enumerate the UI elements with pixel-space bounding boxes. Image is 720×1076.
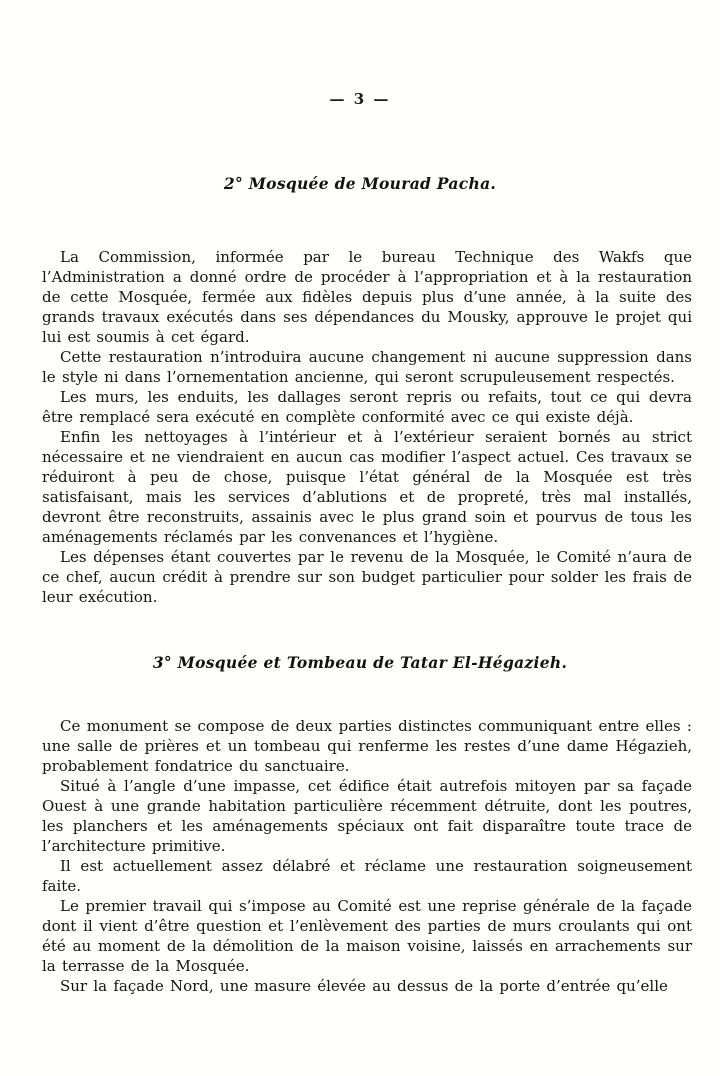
paragraph: Les murs, les enduits, les dallages seront repris ou refaits, tout ce qui devra être remplacé sera exécuté en complète conformité avec ce qui existe déjà.	[42, 388, 692, 426]
paragraph: La Commission, informée par le bureau Technique des Wakfs que l’Administration a donné ordre de procéder à l’appropriation et à la restauration de cette Mosquée, fermée aux fidèles depuis plus d’une année, à la suite des grands travaux exécutés dans ses dépendances du Mousky, approuve le projet qui lui est soumis à cet égard.	[42, 248, 692, 346]
paragraph: Le premier travail qui s’impose au Comité est une reprise générale de la façade dont il vient d’être question et l’enlèvement des parties de murs croulants qui ont été au moment de la démolition de la maison voisine, laissés en arrachements sur la terrasse de la Mosquée.	[42, 897, 692, 975]
paragraph: Ce monument se compose de deux parties distinctes communiquant entre elles : une salle de prières et un tombeau qui renferme les restes d’une dame Hégazieh, probablement fondatrice du sanctuaire.	[42, 717, 692, 775]
paragraph: Sur la façade Nord, une masure élevée au dessus de la porte d’entrée qu’elle	[60, 977, 668, 995]
section-body-mosquee-tatar-el-hegazieh	[42, 716, 692, 996]
paragraph: Les dépenses étant couvertes par le revenu de la Mosquée, le Comité n’aura de ce chef, aucun crédit à prendre sur son budget particulier pour solder les frais de leur exécution.	[42, 548, 692, 606]
section-heading-mosquee-tatar-el-hegazieh: 3° Mosquée et Tombeau de Tatar El-Hégazieh.	[152, 653, 568, 672]
section-body-mosquee-mourad-pacha	[42, 247, 692, 607]
paragraph: Il est actuellement assez délabré et réclame une restauration soigneusement faite.	[42, 857, 692, 895]
paragraph: Cette restauration n’introduira aucune changement ni aucune suppression dans le style ni dans l’ornementation ancienne, qui seront scrupuleusement respectés.	[42, 348, 692, 386]
paragraph: Situé à l’angle d’une impasse, cet édifice était autrefois mitoyen par sa façade Ouest à une grande habitation particulière récemment détruite, dont les poutres, les planchers et les aménagements spéciaux ont fait disparaître toute trace de l’architecture primitive.	[42, 777, 692, 855]
page-number: — 3 —	[329, 90, 391, 108]
paragraph: Enfin les nettoyages à l’intérieur et à l’extérieur seraient bornés au strict nécessaire et ne viendraient en aucun cas modifier l’aspect actuel. Ces travaux se réduiront à peu de chose, puisque l’état général de la Mosquée est très satisfaisant, mais les services d’ablutions et de propreté, très mal installés, devront être reconstruits, assainis avec le plus grand soin et pourvus de tous les aménagements réclamés par les convenances et l’hygiène.	[42, 428, 692, 546]
section-heading-mosquee-mourad-pacha: 2° Mosquée de Mourad Pacha.	[223, 174, 497, 193]
